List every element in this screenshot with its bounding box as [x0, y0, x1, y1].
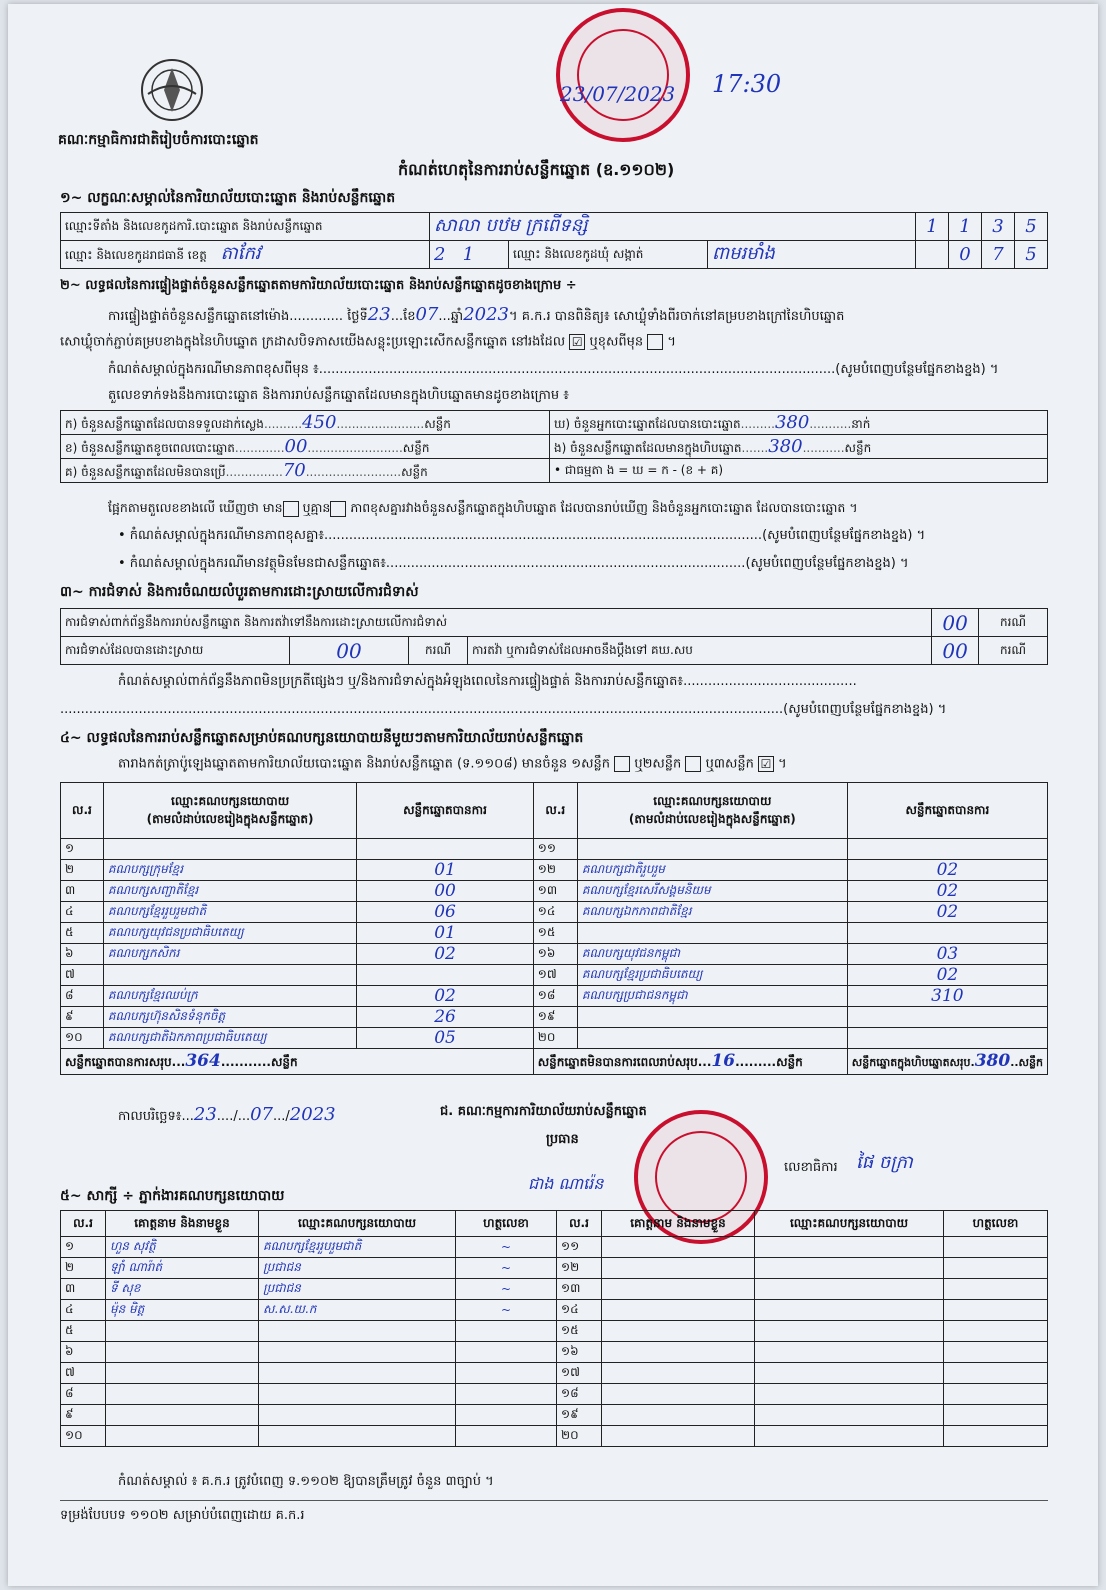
unit-case: ករណី — [409, 637, 468, 665]
has-difference-checkbox[interactable] — [283, 501, 299, 517]
two-sheet-checkbox[interactable] — [685, 756, 701, 772]
col-signature: ហត្ថលេខា — [944, 1211, 1048, 1237]
total-invalid: សន្លឹកឆ្នោតមិនបានការពេលរាប់សរុប...16.........សន្លឹក — [533, 1049, 847, 1075]
counting-committee: ជ. គណៈកម្មការការិយាល័យរាប់សន្លឹកឆ្នោត — [440, 1104, 647, 1119]
complaint-count-value: 00 — [932, 609, 979, 637]
secretary-signature: ផៃ ចក្រា — [856, 1152, 913, 1173]
appeal-label: ការតវ៉ា ឬការជំទាស់ដែលអាចនឹងប្ដឹងទៅ គឃ.សប — [468, 637, 932, 665]
location-label: ឈ្មោះទីតាំង និងលេខកូដការិ.បោះឆ្នោត និងរាប់សន្លឹកឆ្នោត — [61, 213, 430, 241]
tally-sheet-statement: តារាងកត់ត្រាប៉ូឡេងឆ្នោតតាមការិយាល័យបោះឆ្នោត និងរាប់សន្លឹកឆ្នោត (ទ.១១០៨) មានចំនួន ១សន្លឹក ឬ២សន្លឹក ឬ៣សន្លឹក ☑ ។ — [118, 756, 787, 772]
totals-row — [61, 1049, 1048, 1075]
location-value: សាលា បឋម ក្រពើទន្សិ — [430, 213, 916, 241]
figures-table — [60, 410, 1048, 483]
difference-note: កំណត់សម្គាល់ក្នុងករណីមានភាពខុសពីមុន ៖.............................................................................................................................(សូមបំពេញបន្ថែមផ្នែកខាងខ្នង) ។ — [108, 362, 999, 377]
nec-emblem — [136, 54, 208, 126]
table-row: ៤ គណបក្សខ្មែររួបរួមជាតិ 06 ១៤ គណបក្សឯកភាពជាតិខ្មែរ 02 — [61, 902, 1048, 923]
location-code-digit: 1 — [949, 213, 982, 241]
unit-case: ករណី — [979, 637, 1048, 665]
col-no: ល.រ — [61, 783, 104, 839]
commune-code-digit: 7 — [982, 241, 1015, 269]
total-valid: សន្លឹកឆ្នោតបានការសរុប...364...........សន្លឹក — [61, 1049, 534, 1075]
spoiled-ballots-row: ខ) ចំនួនសន្លឹកឆ្នោតខូចពេលបោះឆ្នោត.............00.........................សន្លឹក — [61, 435, 550, 459]
table-row: ៦ ១៦ — [61, 1342, 1048, 1363]
table-row: ៨ ១៨ — [61, 1384, 1048, 1405]
verification-paragraph-2: សោឃ្លុំចាក់ភ្ជាប់គម្របខាងក្នុងនៃហិបឆ្នោត ក្រដាសបិទភាសយើងសន្លុះប្រឡោះសើកសន្លឹកឆ្នោត នៅរងដែល ☑ ឬខុសពីមុន ។ — [60, 334, 676, 350]
voters-row: ឃ) ចំនួនអ្នកបោះឆ្នោតដែលបានបោះឆ្នោត.........380...........នាក់ — [550, 411, 1048, 435]
chair-signature: ជាង ណារ៉េន — [528, 1174, 604, 1193]
section5-heading: ៥~ សាក្សី ÷ ភ្នាក់ងារគណបក្សនយោបាយ — [60, 1188, 285, 1204]
col-party: ឈ្មោះគណបក្សនយោបាយ — [755, 1211, 944, 1237]
section4-heading: ៤~ លទ្ធផលនៃការរាប់សន្លឹកឆ្នោតសម្រាប់គណបក្សនយោបាយនីមួយៗតាមការិយាល័យរាប់សន្លឹកឆ្នោត — [60, 730, 584, 746]
section1-table — [60, 212, 1048, 269]
ballots-in-box-row: ង) ចំនួនសន្លឹកឆ្នោតដែលមានក្នុងហិបឆ្នោត.......380...........សន្លឹក — [550, 435, 1048, 459]
received-ballots-row: ក) ចំនួនសន្លឹកឆ្នោតដែលបានទទួលដាក់ស្លេង..........450.......................សន្លឹក — [61, 411, 550, 435]
table-row: ១០ ២០ — [61, 1426, 1048, 1447]
signing-date: កាលបរិច្ឆេទ៖...23..../...07.../2023 — [118, 1104, 336, 1125]
table-row: ៥ ១៥ — [61, 1321, 1048, 1342]
appeal-value: 00 — [932, 637, 979, 665]
irregularity-note-continued: ...............................................................................................................................................................................(សូមបំពេញបន្ថែមផ្នែកខាងខ្នង) ។ — [60, 702, 947, 717]
location-code-digit: 5 — [1015, 213, 1048, 241]
location-code-digit: 3 — [982, 213, 1015, 241]
copies-footnote: កំណត់សម្គាល់ ៖ គ.ក.រ ត្រូវបំពេញ ទ.១១០២ ឱ្យបានត្រឹមត្រូវ ចំនួន ៣ច្បាប់ ។ — [118, 1474, 494, 1489]
secretary-title: លេខាធិការ — [784, 1160, 838, 1175]
table-row: ៩ ១៩ — [61, 1405, 1048, 1426]
different-checkbox[interactable] — [647, 334, 663, 350]
table-row: ៣ ទី សុខ ប្រជាជន ~ ១៣ — [61, 1279, 1048, 1300]
one-sheet-checkbox[interactable] — [614, 756, 630, 772]
unit-case: ករណី — [979, 609, 1048, 637]
same-checkbox[interactable]: ☑ — [569, 334, 585, 350]
table-row: ៧ ១៧ គណបក្សខ្មែរប្រជាធិបតេយ្យ 02 — [61, 965, 1048, 986]
col-votes: សន្លឹកឆ្នោតបានការ — [847, 783, 1047, 839]
commune-code-digit: 5 — [1015, 241, 1048, 269]
table-row: ១ ហួន សុវត្ថិ គណបក្សខ្មែររួបរួមជាតិ ~ ១១ — [61, 1237, 1048, 1258]
table-row: ៥ គណបក្សយុវជនប្រជាធិបតេយ្យ 01 ១៥ — [61, 923, 1048, 944]
discrepancy-statement: ផ្អែកតាមតួលេខខាងលើ ឃើញថា មាន ឬគ្មាន ភាពខុសគ្នារវាងចំនួនសន្លឹកឆ្នោតក្នុងហិបឆ្នោត ដែលបានរាប់ឃើញ និងចំនួនអ្នកបោះឆ្នោត ដែលបានបោះឆ្នោត ។ — [108, 500, 858, 515]
document-page — [8, 4, 1098, 1586]
form-footer: ទម្រង់បែបបទ ១១០២ សម្រាប់បំពេញដោយ គ.ក.រ — [60, 1508, 305, 1523]
three-sheet-checkbox[interactable]: ☑ — [758, 756, 774, 772]
complaints-table — [60, 608, 1048, 665]
col-party: ឈ្មោះគណបក្សនយោបាយ — [259, 1211, 456, 1237]
table-row: ២ ឡាំ ណារ៉ាត់ ប្រជាជន ~ ១២ — [61, 1258, 1048, 1279]
stamp-date: 23/07/2023 — [560, 82, 676, 106]
figures-intro: តួលេខទាក់ទងនឹងការបោះឆ្នោត និងការរាប់សន្លឹកឆ្នោតដែលមានក្នុងហិបឆ្នោតមានដូចខាងក្រោម ៖ — [108, 388, 569, 403]
resolved-label: ការជំទាស់ដែលបានដោះស្រាយ — [61, 637, 290, 665]
witness-table — [60, 1210, 1048, 1447]
commune-value: ពាមរមាំង — [708, 241, 916, 269]
difference-remark: • កំណត់សម្គាល់ក្នុងករណីមានភាពខុសគ្នា៖..........................................................................................................(សូមបំពេញបន្ថែមផ្នែកខាងខ្នង) ។ — [118, 528, 926, 543]
commune-code-digit: 0 — [949, 241, 982, 269]
complaint-count-label: ការជំទាស់ពាក់ព័ន្ធនឹងការរាប់សន្លឹកឆ្នោត និងការតវ៉ាទៅនឹងការដោះស្រាយលើការជំទាស់ — [61, 609, 932, 637]
foreign-object-remark: • កំណត់សម្គាល់ក្នុងករណីមានវត្ថុមិនមែនជាសន្លឹកឆ្នោត៖.......................................................................................(សូមបំពេញបន្ថែមផ្នែកខាងខ្នង) ។ — [118, 556, 909, 571]
footer-divider — [60, 1500, 1048, 1501]
section3-heading: ៣~ ការជំទាស់ និងការចំណយលំបួរតាមការដោះស្រាយលើការជំទាស់ — [60, 584, 419, 600]
table-row: ១ ១១ — [61, 839, 1048, 860]
location-code-digit: 1 — [916, 213, 949, 241]
committee-name: គណៈកម្មាធិការជាតិរៀបចំការបោះឆ្នោត — [58, 132, 259, 148]
total-in-box: សន្លឹកឆ្នោតក្នុងហិបឆ្នោតសរុប.380..សន្លឹក — [847, 1049, 1047, 1075]
table-row: ៧ ១៧ — [61, 1363, 1048, 1384]
col-name: គោត្តនាម និងនាមខ្លួន — [602, 1211, 755, 1237]
province-label: ឈ្មោះ និងលេខកូដរាជធានី ខេត្ត តាកែវ — [61, 241, 430, 269]
resolved-value: 00 — [290, 637, 409, 665]
col-party: ឈ្មោះគណបក្សនយោបាយ (តាមលំដាប់លេខរៀងក្នុងសន្លឹកឆ្នោត) — [577, 783, 847, 839]
table-row: ៣ គណបក្សសញ្ជាតិខ្មែរ 00 ១៣ គណបក្សខ្មែរសេរីសង្គមនិយម 02 — [61, 881, 1048, 902]
party-results-table — [60, 782, 1048, 1075]
irregularity-note: កំណត់សម្គាល់ពាក់ព័ន្ធនឹងភាពមិនប្រក្រតីផ្សេងៗ ឬ/និងការជំទាស់ក្នុងអំឡុងពេលនៃការផ្ទៀងផ្ទាត់ និងការរាប់សន្លឹកឆ្នោត៖.......................................... — [118, 674, 857, 689]
col-signature: ហត្ថលេខា — [456, 1211, 557, 1237]
form-title: កំណត់ហេតុនៃការរាប់សន្លឹកឆ្នោត (ឧ.១១០២) — [398, 160, 675, 179]
table-row: ១០ គណបក្សជាតិឯកភាពប្រជាធិបតេយ្យ 05 ២០ — [61, 1028, 1048, 1049]
commune-label: ឈ្មោះ និងលេខកូដឃុំ សង្កាត់ — [509, 241, 708, 269]
col-name: គោត្តនាម និងនាមខ្លួន — [106, 1211, 259, 1237]
formula: • ជាធម្មតា ង = ឃ = ក - (ខ + គ) — [550, 459, 1048, 483]
province-value: តាកែវ — [220, 243, 261, 264]
section2-heading: ២~ លទ្ធផលនៃការផ្ទៀងផ្ទាត់ចំនួនសន្លឹកឆ្នោតតាមការិយាល័យបោះឆ្នោត និងរាប់សន្លឹកឆ្នោតដូចខាងក្រោម ÷ — [60, 278, 577, 293]
table-row: ៩ គណបក្សហ៊ុនសិនទំនុកចិត្ត 26 ១៩ — [61, 1007, 1048, 1028]
no-difference-checkbox[interactable] — [330, 501, 346, 517]
top-seal-stamp — [556, 8, 690, 142]
table-row: ២ គណបក្សក្រុមខ្មែរ 01 ១២ គណបក្សជាតិរួបរួម 02 — [61, 860, 1048, 881]
stamp-time: 17:30 — [712, 70, 782, 98]
col-no: ល.រ — [557, 1211, 602, 1237]
verification-paragraph-1: ការផ្ទៀងផ្ទាត់ចំនួនសន្លឹកឆ្នោតនៅម៉ោង............. ថ្ងៃទី23...ខែ07...ឆ្នាំ2023។ គ.ក.រ បានពិនិត្យ៖ សោឃ្លុំទាំងពីរចាក់នៅគម្របខាងក្រៅនៃហិបឆ្នោត — [108, 304, 845, 325]
table-row: ៤ ម៉ុន មិត្ត ស.ស.យ.ក ~ ១៤ — [61, 1300, 1048, 1321]
col-no: ល.រ — [61, 1211, 106, 1237]
chair-title: ប្រធាន — [546, 1132, 579, 1147]
unused-ballots-row: គ) ចំនួនសន្លឹកឆ្នោតដែលមិនបានប្រើ...............70.........................សន្លឹក — [61, 459, 550, 483]
section1-heading: ១~ លក្ខណៈសម្គាល់នៃការិយាល័យបោះឆ្នោត និងរាប់សន្លឹកឆ្នោត — [60, 190, 396, 206]
table-row: ៦ គណបក្សកសិករ 02 ១៦ គណបក្សយុវជនកម្ពុជា 03 — [61, 944, 1048, 965]
col-party: ឈ្មោះគណបក្សនយោបាយ (តាមលំដាប់លេខរៀងក្នុងសន្លឹកឆ្នោត) — [103, 783, 356, 839]
table-row: ៨ គណបក្សខ្មែរឈប់ក្រ 02 ១៨ គណបក្សប្រជាជនកម្ពុជា 310 — [61, 986, 1048, 1007]
col-no: ល.រ — [533, 783, 577, 839]
col-votes: សន្លឹកឆ្នោតបានការ — [357, 783, 533, 839]
province-code: 2 1 — [430, 241, 509, 269]
